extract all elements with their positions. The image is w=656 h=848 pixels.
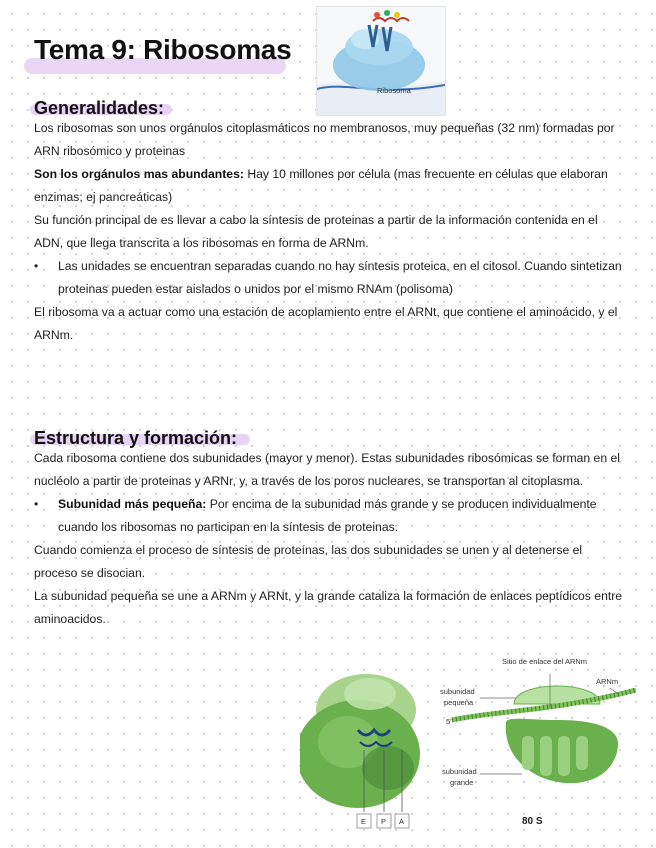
small-subunit-label-line1: subunidad [440,687,475,696]
section-heading-generalidades: Generalidades: [34,93,164,121]
paragraph: Cuando comienza el proceso de síntesis de proteínas, las dos subunidades se unen y al detenerse el proceso se disocian. [34,543,583,580]
molecular-model [300,674,420,828]
site-a-label: A [399,817,405,826]
ribosome-80s-label: 80 S [522,816,543,827]
paragraph: El ribosoma va a actuar como una estación de acoplamiento entre el ARNt, que contiene el aminoácido, y el ARNm. [34,305,618,342]
section-body-estructura [34,447,626,631]
ribosome-schematic [452,674,636,783]
five-prime-label: 5' [446,717,452,726]
section-heading-estructura: Estructura y formación: [34,423,237,451]
paragraph: Son los orgánulos mas abundantes: Hay 10 millones por célula (mas frecuente en células que elaboran enzimas; ej pancreáticas) [34,167,608,204]
small-subunit-label-line2: pequeña [444,698,474,707]
title-block [34,34,291,66]
site-e-label: E [361,817,367,826]
bullet-dot: • [34,497,39,511]
mrna-label: ARNm [596,677,619,686]
ribosome-diagram-top [316,6,446,116]
paragraph: Cada ribosoma contiene dos subunidades (mayor y menor). Estas subunidades ribosómicas se forman en el nucléolo a partir de proteinas y ARNr, y, a través de los poros nucleares, se transportan al citoplasma. [34,451,620,488]
paragraph: La subunidad pequeña se une a ARNm y ARNt, y la grande cataliza la formación de enlaces peptídicos entre aminoacidos. [34,589,623,626]
bullet-dot: • [34,259,39,273]
site-p-label: P [381,817,387,826]
ribosome-structure-figure [300,650,636,840]
bullet-item: • Subunidad más pequeña: Por encima de la subunidad más grande y se producen individualmente cuando los ribosomas no participan en la síntesis de proteinas. [34,493,626,539]
bullet-item: • Las unidades se encuentran separadas cuando no hay síntesis proteica, en el citosol. Cuando sintetizan proteinas pueden estar aislados o unidos por el mismo RNAm (polisoma) [34,255,626,301]
section-body-generalidades [34,117,626,347]
large-subunit-label-line2: grande [450,778,474,787]
page-title: Tema 9: Ribosomas [34,34,292,65]
large-subunit-label-line1: subunidad [442,767,477,776]
paragraph: Los ribosomas son unos orgánulos citoplasmáticos no membranosos, muy pequeñas (32 nm) formadas por ARN ribosómico y proteinas [34,121,615,158]
paragraph: Su función principal de es llevar a cabo la síntesis de proteinas a partir de la información contenida en el ADN, que llega transcrita a los ribosomas en forma de ARNm. [34,213,598,250]
binding-site-label: Sitio de enlace del ARNm [502,657,588,666]
ribosome-label: Ribosoma [377,86,411,95]
